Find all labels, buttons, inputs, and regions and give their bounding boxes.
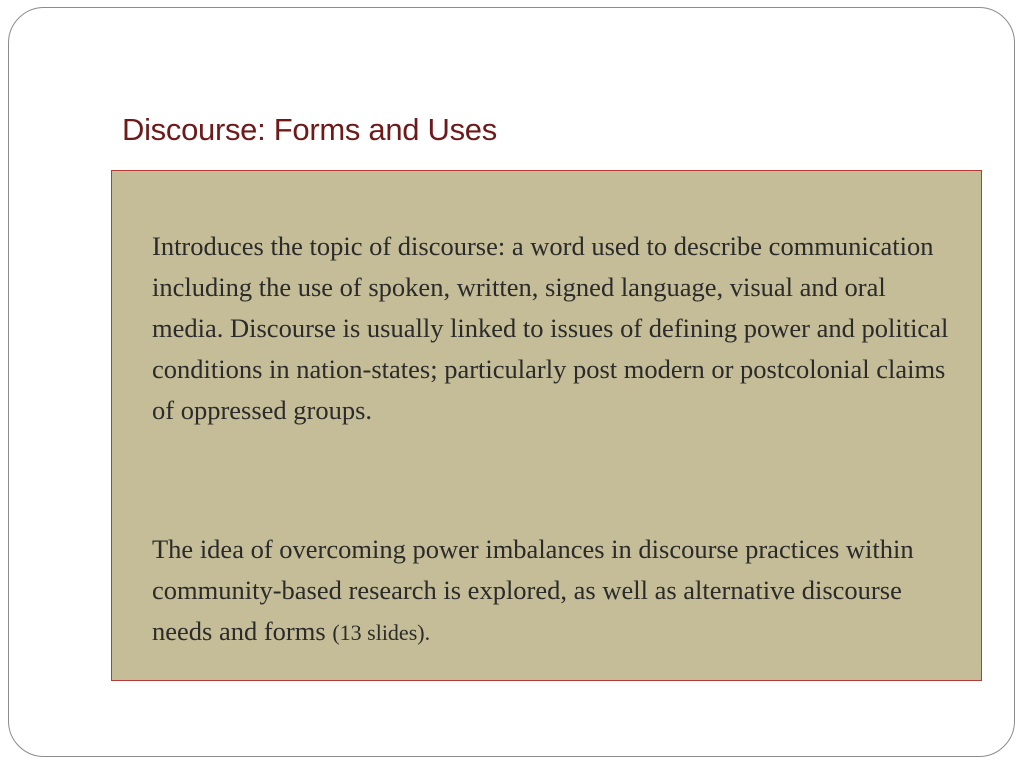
paragraph-intro	[152, 226, 952, 431]
paragraph-power	[152, 529, 952, 653]
paragraph-intro-text: Introduces the topic of discourse: a word used to describe communication including the use of spoken, written, signed language, visual and oral media. Discourse is usually linked to issues of defining power and political conditions in nation-states; particularly post modern or postcolonial claims of oppressed groups.	[152, 231, 949, 425]
slide-count-note: (13 slides).	[332, 620, 431, 645]
slide-title: Discourse: Forms and Uses	[122, 112, 497, 147]
content-box	[111, 170, 982, 681]
paragraph-power-text: The idea of overcoming power imbalances in discourse practices within community-based research is explored, as well as alternative discourse needs and forms	[152, 534, 914, 646]
slide-frame	[8, 7, 1015, 757]
